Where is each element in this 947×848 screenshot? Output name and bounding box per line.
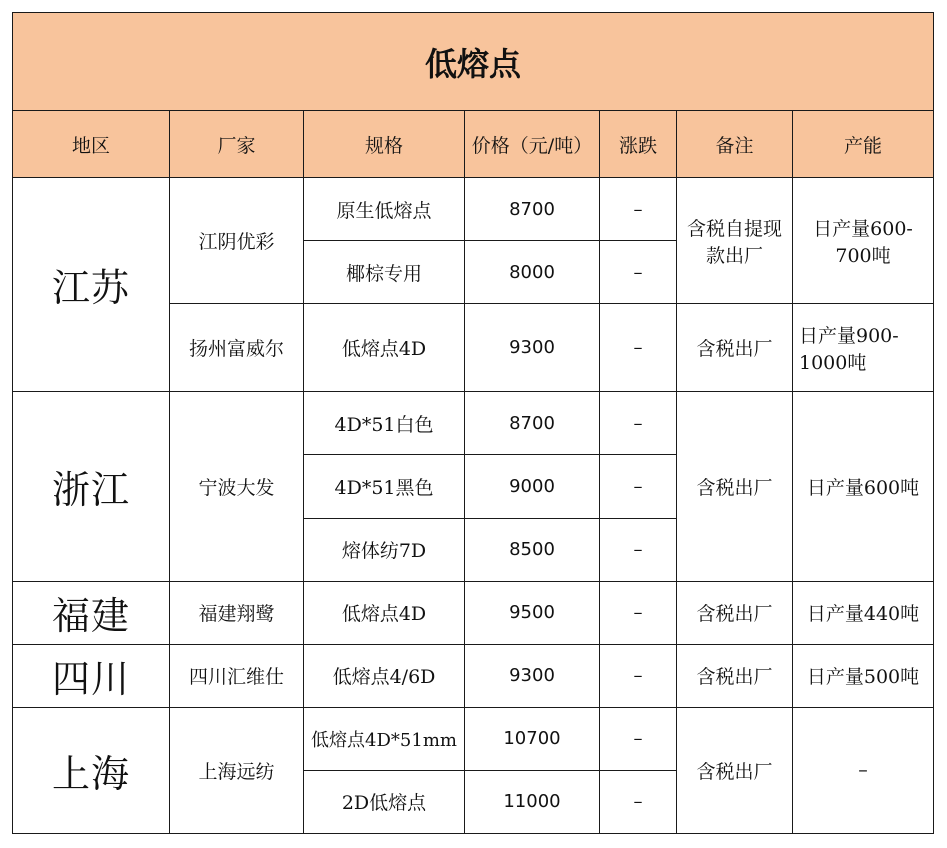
table-row: [13, 392, 934, 455]
price-cell: 9000: [465, 455, 600, 518]
header-note: 备注: [677, 111, 793, 178]
note-cell: 含税出厂: [677, 644, 793, 707]
header-row: [13, 111, 934, 178]
spec-cell: 4D*51白色: [304, 392, 465, 455]
price-cell: 8000: [465, 241, 600, 304]
spec-cell: 椰棕专用: [304, 241, 465, 304]
price-cell: 10700: [465, 707, 600, 770]
spec-cell: 4D*51黑色: [304, 455, 465, 518]
note-cell: 含税出厂: [677, 304, 793, 392]
price-table: [12, 12, 934, 834]
note-cell: 含税出厂: [677, 392, 793, 581]
region-cell: 浙江: [13, 392, 170, 581]
capacity-cell: 日产量440吨: [793, 581, 934, 644]
price-cell: 8500: [465, 518, 600, 581]
change-cell: –: [600, 241, 677, 304]
price-cell: 9300: [465, 644, 600, 707]
region-cell: 福建: [13, 581, 170, 644]
capacity-cell: 日产量600吨: [793, 392, 934, 581]
change-cell: –: [600, 455, 677, 518]
price-cell: 9500: [465, 581, 600, 644]
change-cell: –: [600, 707, 677, 770]
change-cell: –: [600, 644, 677, 707]
table-title: 低熔点: [13, 13, 934, 111]
capacity-cell: 日产量500吨: [793, 644, 934, 707]
capacity-cell: 日产量600-700吨: [793, 178, 934, 304]
header-maker: 厂家: [170, 111, 304, 178]
change-cell: –: [600, 581, 677, 644]
price-cell: 8700: [465, 392, 600, 455]
table-row: [13, 178, 934, 241]
price-cell: 8700: [465, 178, 600, 241]
maker-cell: 四川汇维仕: [170, 644, 304, 707]
change-cell: –: [600, 392, 677, 455]
change-cell: –: [600, 178, 677, 241]
maker-cell: 福建翔鹭: [170, 581, 304, 644]
header-region: 地区: [13, 111, 170, 178]
table-row: [13, 581, 934, 644]
spec-cell: 低熔点4D: [304, 304, 465, 392]
capacity-cell: –: [793, 707, 934, 833]
change-cell: –: [600, 518, 677, 581]
header-capacity: 产能: [793, 111, 934, 178]
table-row: [13, 644, 934, 707]
header-change: 涨跌: [600, 111, 677, 178]
spec-cell: 熔体纺7D: [304, 518, 465, 581]
maker-cell: 江阴优彩: [170, 178, 304, 304]
spec-cell: 低熔点4D*51mm: [304, 707, 465, 770]
spec-cell: 低熔点4/6D: [304, 644, 465, 707]
note-cell: 含税出厂: [677, 707, 793, 833]
spec-cell: 低熔点4D: [304, 581, 465, 644]
table-row: [13, 707, 934, 770]
maker-cell: 扬州富威尔: [170, 304, 304, 392]
spec-cell: 2D低熔点: [304, 770, 465, 833]
note-cell: 含税自提现款出厂: [677, 178, 793, 304]
region-cell: 上海: [13, 707, 170, 833]
note-cell: 含税出厂: [677, 581, 793, 644]
change-cell: –: [600, 770, 677, 833]
capacity-cell: 日产量900-1000吨: [793, 304, 934, 392]
region-cell: 四川: [13, 644, 170, 707]
maker-cell: 上海远纺: [170, 707, 304, 833]
spec-cell: 原生低熔点: [304, 178, 465, 241]
change-cell: –: [600, 304, 677, 392]
header-spec: 规格: [304, 111, 465, 178]
price-cell: 11000: [465, 770, 600, 833]
price-cell: 9300: [465, 304, 600, 392]
region-cell: 江苏: [13, 178, 170, 392]
header-price: 价格（元/吨）: [465, 111, 600, 178]
maker-cell: 宁波大发: [170, 392, 304, 581]
